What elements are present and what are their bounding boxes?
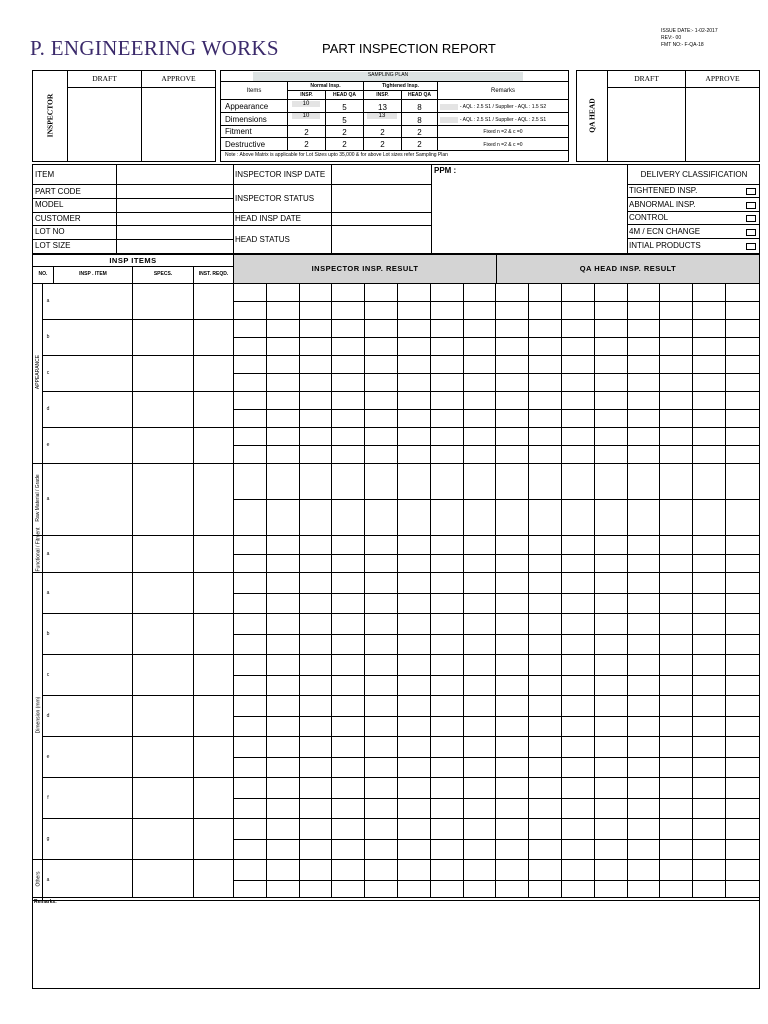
sampling-row-item: Fitment	[225, 127, 252, 136]
inst-reqd-cell[interactable]	[194, 818, 233, 859]
delivery-option-checkbox[interactable]	[746, 202, 756, 209]
row-letter: a	[46, 589, 50, 596]
remarks-header: Remarks	[490, 88, 515, 94]
sampling-cell: 2	[342, 128, 347, 137]
report-title: PART INSPECTION REPORT	[322, 41, 496, 56]
inspector-result-title: INSPECTOR INSP. RESULT	[311, 264, 419, 273]
normal-insp-header: Normal Insp.	[310, 83, 341, 89]
sampling-cell: 2	[304, 128, 309, 137]
specs-cell[interactable]	[133, 572, 193, 613]
sampling-remark: - AQL : 2.5 S1 / Supplier - AQL : 2.5 S1	[440, 117, 566, 123]
inspector-draft-label: DRAFT	[92, 74, 117, 83]
delivery-option-checkbox[interactable]	[746, 229, 756, 236]
group-label: Dimension (mm)	[35, 696, 41, 733]
specs-cell[interactable]	[133, 654, 193, 695]
row-letter: b	[46, 334, 50, 340]
format-number: FMT NO:- F-QA-18	[661, 42, 704, 48]
insp-item-cell[interactable]	[54, 695, 132, 736]
insp-item-cell[interactable]	[54, 535, 132, 572]
tightened-insp-header: Tightened Insp.	[382, 83, 419, 89]
group-label: Functional / Fitment	[35, 527, 41, 571]
inst-reqd-cell[interactable]	[194, 736, 233, 777]
delivery-classification-label: DELIVERY CLASSIFICATION	[640, 170, 748, 179]
insp-item-cell[interactable]	[54, 859, 132, 900]
row-letter: a	[46, 876, 50, 883]
qa-head-sign-box	[576, 70, 760, 162]
items-header: Items	[246, 88, 262, 94]
sampling-cell: 8	[417, 103, 422, 112]
part-code-field[interactable]	[117, 185, 233, 198]
specs-cell[interactable]	[133, 463, 193, 535]
lot-no-field[interactable]	[117, 226, 233, 239]
sampling-cell: 8	[417, 116, 422, 125]
qa-result-title: QA HEAD INSP. RESULT	[579, 264, 677, 273]
delivery-option-label: INTIAL PRODUCTS	[629, 241, 701, 250]
sampling-note: Note : Above Matrix is applicable for Lot Sizes upto 35,000 & for above Lot sizes refer Sampling Plan	[225, 152, 448, 158]
inspector-status-field[interactable]	[332, 185, 431, 212]
specs-cell[interactable]	[133, 355, 193, 391]
inspector-insp-date-label: INSPECTOR INSP DATE	[235, 170, 326, 179]
inst-reqd-cell[interactable]	[194, 463, 233, 535]
row-letter: d	[46, 712, 50, 719]
insp-item-cell[interactable]	[54, 355, 132, 391]
insp-item-cell[interactable]	[54, 613, 132, 654]
col-inst-reqd-header: INST. REQD.	[198, 271, 229, 277]
sampling-plan-title: SAMPLING PLAN	[253, 72, 523, 81]
sampling-row-item: Appearance	[225, 102, 269, 111]
sampling-cell: 2	[380, 140, 385, 149]
inst-reqd-cell[interactable]	[194, 859, 233, 900]
delivery-option-checkbox[interactable]	[746, 215, 756, 222]
delivery-option-checkbox[interactable]	[746, 188, 756, 195]
normal-insp-sub: INSP.	[300, 92, 313, 98]
lot-size-field[interactable]	[117, 240, 233, 253]
specs-cell[interactable]	[133, 283, 193, 319]
head-insp-date-field[interactable]	[332, 213, 431, 225]
sampling-cell: 13	[367, 113, 397, 119]
insp-items-title: INSP ITEMS	[109, 256, 157, 265]
ppm-field[interactable]	[432, 175, 627, 253]
inst-reqd-cell[interactable]	[194, 535, 233, 572]
qa-approve-sign-field[interactable]	[686, 88, 759, 161]
delivery-option-label: CONTROL	[629, 213, 669, 222]
inst-reqd-cell[interactable]	[194, 427, 233, 463]
tightened-insp-sub: INSP.	[376, 92, 389, 98]
specs-cell[interactable]	[133, 613, 193, 654]
head-status-field[interactable]	[332, 226, 431, 253]
row-letter: a	[46, 496, 50, 502]
delivery-option-row[interactable]	[628, 185, 760, 198]
head-insp-date-label: HEAD INSP DATE	[235, 214, 301, 223]
row-letter: a	[46, 298, 50, 304]
sampling-cell: 5	[342, 116, 347, 125]
insp-item-cell[interactable]	[54, 391, 132, 427]
row-letter: e	[46, 753, 50, 760]
sampling-remark: Fixed n =2 & c =0	[483, 142, 523, 148]
insp-item-cell[interactable]	[54, 572, 132, 613]
row-letter: a	[46, 550, 50, 557]
inspection-grid	[32, 254, 760, 898]
delivery-option-row[interactable]	[628, 199, 760, 212]
qa-approve-label: APPROVE	[705, 74, 740, 83]
issue-date: ISSUE DATE:- 1-02-2017	[661, 28, 718, 34]
lot-size-label: LOT SIZE	[35, 241, 71, 250]
row-letter: c	[46, 370, 50, 376]
delivery-option-label: ABNORMAL INSP.	[629, 200, 696, 209]
inst-reqd-cell[interactable]	[194, 355, 233, 391]
group-label: Raw Material / Grade	[35, 474, 41, 522]
insp-item-cell[interactable]	[54, 427, 132, 463]
item-label: ITEM	[35, 170, 55, 179]
insp-item-cell[interactable]	[54, 654, 132, 695]
customer-label: CUSTOMER	[35, 214, 81, 223]
sampling-remark: - AQL : 2.5 S1 / Supplier - AQL : 1.5 S2	[440, 104, 566, 110]
sampling-cell: 13	[378, 103, 387, 112]
inst-reqd-cell[interactable]	[194, 319, 233, 355]
sampling-row-item: Destructive	[225, 140, 266, 149]
col-specs-header: SPECS.	[153, 271, 173, 277]
sampling-row-item: Dimensions	[225, 115, 267, 124]
inst-reqd-cell[interactable]	[194, 391, 233, 427]
model-field[interactable]	[117, 199, 233, 212]
inst-reqd-cell[interactable]	[194, 777, 233, 818]
col-no-header: NO.	[38, 271, 48, 277]
row-letter: c	[46, 671, 50, 678]
specs-cell[interactable]	[133, 427, 193, 463]
normal-headqa-sub: HEAD QA	[332, 92, 357, 98]
insp-item-cell[interactable]	[54, 818, 132, 859]
row-letter: g	[46, 835, 50, 842]
sampling-remark: Fixed n =2 & c =0	[483, 129, 523, 135]
specs-cell[interactable]	[133, 695, 193, 736]
sampling-cell: 2	[417, 140, 422, 149]
revision: REV:- 00	[661, 35, 682, 41]
delivery-option-row[interactable]	[628, 212, 760, 225]
remarks-label: Remarks:	[34, 899, 57, 905]
inst-reqd-cell[interactable]	[194, 283, 233, 319]
row-letter: d	[46, 406, 50, 412]
specs-cell[interactable]	[133, 818, 193, 859]
inst-reqd-cell[interactable]	[194, 572, 233, 613]
insp-item-cell[interactable]	[54, 736, 132, 777]
delivery-option-label: 4M / ECN CHANGE	[629, 227, 701, 236]
inst-reqd-cell[interactable]	[194, 654, 233, 695]
delivery-option-label: TIGHTENED INSP.	[629, 186, 698, 195]
inspector-draft-sign-field[interactable]	[68, 88, 141, 161]
specs-cell[interactable]	[133, 535, 193, 572]
inspector-approve-sign-field[interactable]	[142, 88, 215, 161]
group-label: APPEARANCE	[35, 354, 41, 390]
inspector-side-label: INSPECTOR	[45, 93, 55, 138]
delivery-option-row[interactable]	[628, 240, 760, 253]
insp-item-cell[interactable]	[54, 777, 132, 818]
head-status-label: HEAD STATUS	[235, 235, 290, 244]
specs-cell[interactable]	[133, 391, 193, 427]
inspector-sign-box	[32, 70, 216, 162]
group-label: Others	[35, 871, 41, 887]
ppm-label: PPM :	[434, 166, 457, 175]
remarks-field[interactable]	[33, 906, 759, 988]
specs-cell[interactable]	[133, 319, 193, 355]
delivery-option-checkbox[interactable]	[746, 243, 756, 250]
sampling-cell: 2	[304, 140, 309, 149]
sampling-cell: 2	[380, 128, 385, 137]
customer-field[interactable]	[117, 213, 233, 225]
inspector-insp-date-field[interactable]	[332, 165, 431, 184]
inspector-approve-label: APPROVE	[161, 74, 196, 83]
tightened-headqa-sub: HEAD QA	[407, 92, 432, 98]
inspector-status-label: INSPECTOR STATUS	[235, 194, 315, 203]
sampling-plan-table	[220, 70, 569, 162]
model-label: MODEL	[35, 200, 64, 209]
inst-reqd-cell[interactable]	[194, 613, 233, 654]
item-field[interactable]	[117, 165, 233, 184]
row-letter: b	[46, 630, 50, 637]
specs-cell[interactable]	[133, 777, 193, 818]
insp-item-cell[interactable]	[54, 463, 132, 535]
remarks-box	[32, 897, 760, 989]
lot-no-label: LOT NO	[35, 227, 65, 236]
sampling-cell: 10	[292, 101, 320, 107]
row-letter: f	[47, 794, 49, 801]
sampling-cell: 10	[292, 113, 320, 119]
company-name: P. ENGINEERING WORKS	[30, 36, 279, 60]
part-code-label: PART CODE	[35, 187, 81, 196]
info-table	[32, 164, 760, 254]
qa-draft-label: DRAFT	[634, 74, 659, 83]
sampling-cell: 5	[342, 103, 347, 112]
qa-head-side-label: QA HEAD	[587, 98, 597, 133]
sampling-cell: 2	[342, 140, 347, 149]
specs-cell[interactable]	[133, 859, 193, 900]
insp-item-cell[interactable]	[54, 319, 132, 355]
specs-cell[interactable]	[133, 736, 193, 777]
sampling-cell: 2	[417, 128, 422, 137]
insp-item-cell[interactable]	[54, 283, 132, 319]
qa-draft-sign-field[interactable]	[608, 88, 685, 161]
delivery-option-row[interactable]	[628, 226, 760, 239]
inst-reqd-cell[interactable]	[194, 695, 233, 736]
col-insp-item-header: INSP . ITEM	[79, 271, 107, 277]
row-letter: e	[46, 442, 50, 448]
